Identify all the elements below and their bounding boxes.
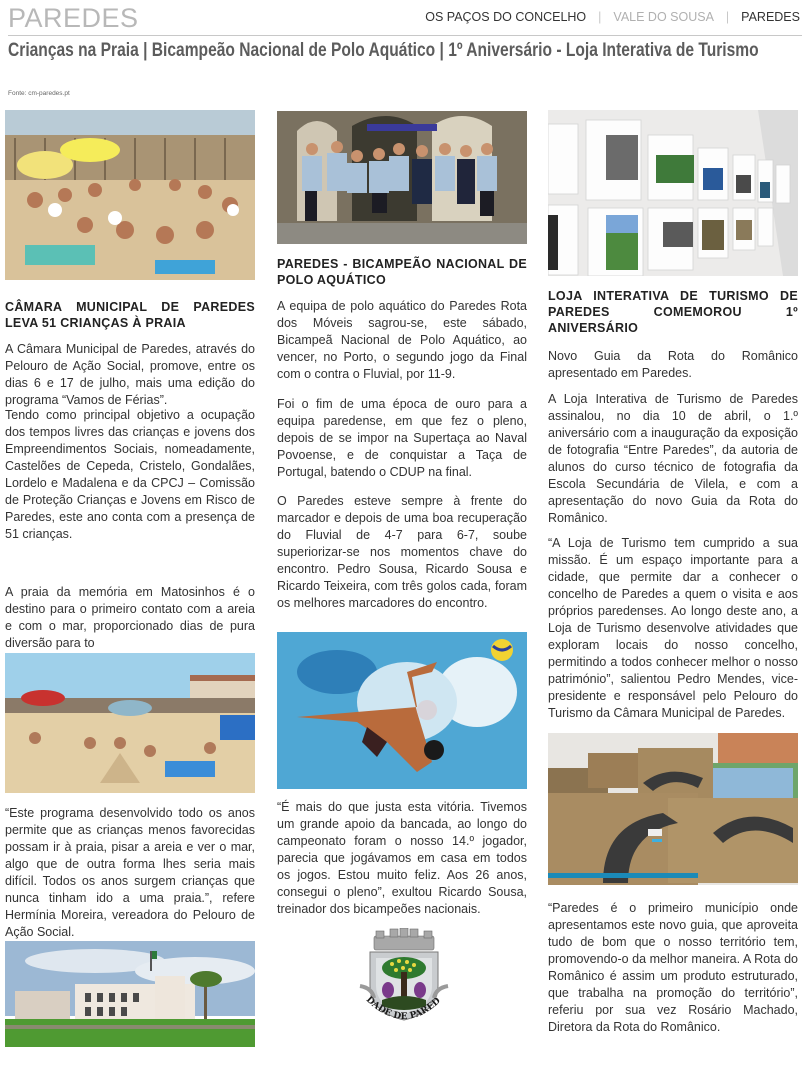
- crest-cidade-de-paredes: [352, 928, 456, 1032]
- article-paragraph: Foi o fim de uma época de ouro para a equipa paredense, em que fez o pleno, depois de se impor na Supertaça ao Naval Povoense, e de conquistar a Taça de Portugal, batendo o CDUP na final.: [277, 397, 527, 479]
- article-paragraph: A Câmara Municipal de Paredes, através do Pelouro de Ação Social, promove, entre os dias 6 e 17 de julho, mais uma edição do programa “Vamos de Férias”.: [5, 342, 255, 407]
- photo-water-polo-player: [277, 632, 527, 789]
- nav-link-vale-do-sousa[interactable]: VALE DO SOUSA: [613, 10, 714, 24]
- article-title-polo-aquatico: PAREDES - BICAMPEÃO NACIONAL DE POLO AQUÁTICO: [277, 257, 527, 287]
- page-headline: Crianças na Praia | Bicampeão Nacional de Polo Aquático | 1º Aniversário - Loja Interativa de Turismo: [8, 40, 759, 61]
- article-paragraph: O Paredes esteve sempre à frente do marcador e depois de uma boa recuperação do Fluvial de 4-7 para 6-7, soube superiorizar-se nos momentos chave do encontro. Pedro Sousa, Ricardo Sousa e Ricardo Teixeira, com três golos cada, foram os melhores marcadores do encontro.: [277, 494, 527, 610]
- article-paragraph: Novo Guia da Rota do Românico apresentado em Paredes.: [548, 349, 798, 380]
- article-paragraph: A Loja Interativa de Turismo de Paredes assinalou, no dia 10 de abril, o 1.º aniversário com a inauguração da exposição de fotografia “Entre Paredes”, da autoria de alunos do curso técnico de fotografia da Escola Secundária de Vilela, e com a apresentação do novo Guia da Rota do Românico.: [548, 392, 798, 525]
- article-paragraph: A praia da memória em Matosinhos é o destino para o primeiro contato com a areia e com o mar, proporcionado dias de pura diversão para to: [5, 585, 255, 650]
- photo-water-polo-team: [277, 111, 527, 244]
- header-divider: [8, 35, 802, 36]
- brand-logo: PAREDES: [8, 3, 139, 33]
- article-title-loja-turismo: LOJA INTERATIVA DE TURISMO DE PAREDES COMEMOROU 1º ANIVERSÁRIO: [548, 289, 798, 335]
- article-paragraph: “A Loja de Turismo tem cumprido a sua missão. É um espaço importante para a cidade, que permite dar a conhecer o concelho de Paredes a quem o visita e aos próprios paredenses. Ao longo deste ano, a Loja de Turismo desenvolve atividades que exploram locais do nosso concelho, permitindo a todos conhecer melhor o nosso património”, salientou Pedro Mendes, vice-presidente e responsável pelo Pelouro do Turismo da Câmara Municipal de Paredes.: [548, 536, 798, 720]
- article-quote: “Paredes é o primeiro município onde apresentamos este novo guia, que aproveita tudo de bom que o nosso território tem, promovendo-o da melhor maneira. A Rota do Românico é assim um produto estruturado, que trabalha na promoção do território”, referiu por sua vez Rosário Machado, Diretora da Rota do Românico.: [548, 901, 798, 1034]
- crest-lettering: DADE DE PARED: [363, 994, 443, 1023]
- nav-link-pacos-do-concelho[interactable]: OS PAÇOS DO CONCELHO: [425, 10, 587, 24]
- article-paragraph: Tendo como principal objetivo a ocupação dos tempos livres das crianças e jovens dos Empreendimentos Sociais, nomeadamente, Castelões de Cepeda, Cristelo, Gondalães, Lordelo e Madalena e da CPCJ – Comissão de Proteção Crianças e Jovens em Risco de Paredes, este ano conta com a presença de 51 crianças.: [5, 408, 255, 541]
- nav-separator: |: [725, 10, 730, 24]
- top-nav: [425, 10, 800, 24]
- article-paragraph: A equipa de polo aquático do Paredes Rota dos Móveis sagrou-se, este sábado, Bicampeã Nacional de Polo Aquático, ao vencer, no Porto, o segundo jogo da Final com o contra o Fluvial, por 11-9.: [277, 299, 527, 381]
- source-credit: Fonte: cm-paredes.pt: [8, 90, 70, 97]
- photo-beach-sand-castle: [5, 653, 255, 793]
- photo-children-beach-circle: [5, 110, 255, 280]
- photo-rota-romanico-guides: [548, 733, 798, 885]
- nav-separator: |: [598, 10, 602, 24]
- nav-link-paredes[interactable]: PAREDES: [741, 10, 800, 24]
- photo-photography-exhibition: [548, 110, 798, 276]
- article-quote: “É mais do que justa esta vitória. Tivemos um grande apoio da bancada, ao longo do campeonato foram o nosso 14.º jogador, parecia que jogávamos em casa em todos os jogos. Estou muito feliz. Aos 26 anos, consegui o pleno”, exultou Ricardo Sousa, treinador dos bicampeões nacionais.: [277, 800, 527, 916]
- article-quote: “Este programa desenvolvido todo os anos permite que as crianças menos favorecidas possam ir à praia, pisar a areia e ver o mar, algo que de outra forma lhes seria mais difícil. Todos os anos surgem crianças que nunca tinham ido a uma praia.”, refere Hermínia Moreira, vereadora do Pelouro de Ação Social.: [5, 806, 255, 939]
- photo-town-hall: [5, 941, 255, 1047]
- article-title-criancas-praia: CÂMARA MUNICIPAL DE PAREDES LEVA 51 CRIANÇAS À PRAIA: [5, 300, 255, 330]
